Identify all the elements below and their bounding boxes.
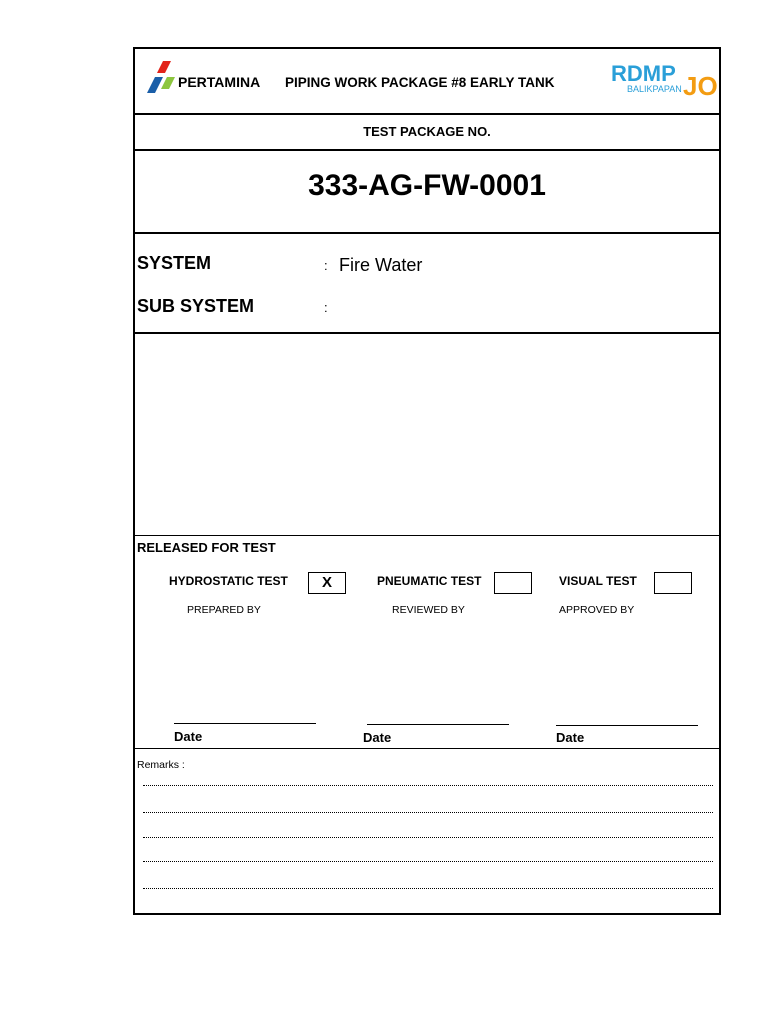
remarks-line[interactable] [143, 785, 713, 786]
pneumatic-test-checkbox[interactable] [494, 572, 532, 594]
rdmp-logo-subtext: BALIKPAPAN [627, 84, 682, 94]
remarks-label: Remarks : [137, 759, 185, 771]
visual-test-label: VISUAL TEST [559, 574, 637, 588]
system-value: Fire Water [339, 255, 423, 275]
prepared-date-label: Date [174, 729, 203, 744]
approved-by-signature-line [556, 725, 698, 726]
pertamina-logo [141, 57, 266, 105]
prepared-by-label: PREPARED BY [187, 604, 261, 616]
test-package-label-row [135, 115, 719, 150]
released-for-test-section [135, 536, 719, 748]
test-package-number: 333-AG-FW-0001 [308, 169, 546, 202]
package-title: PIPING WORK PACKAGE #8 EARLY TANK [285, 75, 555, 90]
rdmp-logo-text: RDMP [611, 61, 676, 86]
sub-system-label: SUB SYSTEM [137, 296, 255, 316]
pertamina-logo-blue-mark [147, 77, 163, 93]
hydrostatic-test-label: HYDROSTATIC TEST [169, 574, 288, 588]
test-package-number-row [135, 151, 719, 232]
pertamina-logo-green-mark [161, 77, 175, 89]
remarks-line[interactable] [143, 837, 713, 838]
pertamina-logo-text: PERTAMINA [178, 74, 261, 90]
system-section [135, 234, 719, 331]
prepared-by-signature-line [174, 723, 316, 724]
released-for-test-heading: RELEASED FOR TEST [137, 540, 276, 555]
rdmp-jo-logo [609, 59, 719, 101]
reviewed-by-label: REVIEWED BY [392, 604, 465, 616]
blank-area [135, 334, 719, 535]
pertamina-logo-red-mark [157, 61, 171, 73]
remarks-line[interactable] [143, 888, 713, 889]
header-row [135, 49, 719, 113]
reviewed-by-signature-line [367, 724, 509, 725]
reviewed-date-label: Date [363, 730, 392, 745]
remarks-section [135, 749, 719, 915]
approved-by-label: APPROVED BY [559, 604, 635, 616]
test-package-label: TEST PACKAGE NO. [363, 124, 491, 139]
visual-test-checkbox[interactable] [654, 572, 692, 594]
rdmp-logo-jo: JO [683, 71, 718, 101]
pneumatic-test-label: PNEUMATIC TEST [377, 574, 482, 588]
system-separator: : [324, 258, 328, 273]
remarks-line[interactable] [143, 812, 713, 813]
test-package-cover-sheet [133, 47, 721, 915]
hydrostatic-test-checkbox[interactable]: X [308, 572, 346, 594]
sub-system-separator: : [324, 300, 328, 315]
system-label: SYSTEM [137, 253, 212, 273]
remarks-line[interactable] [143, 861, 713, 862]
approved-date-label: Date [556, 730, 585, 745]
